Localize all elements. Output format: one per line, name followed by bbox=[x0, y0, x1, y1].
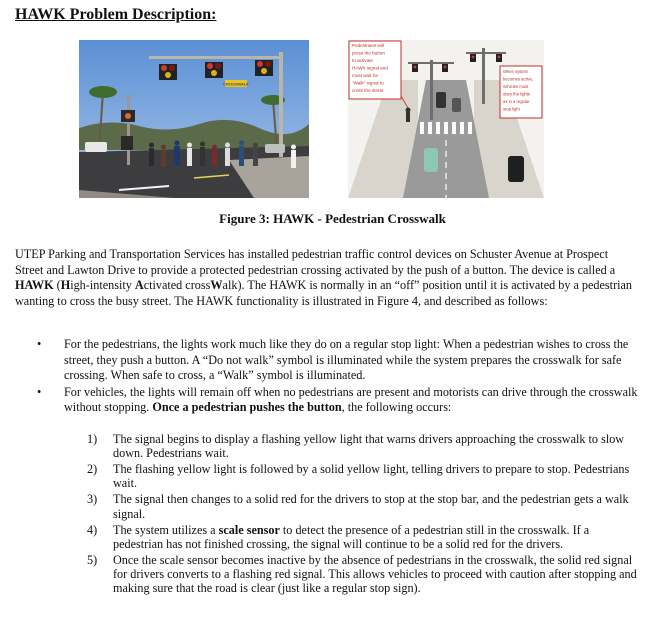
svg-text:obey the lights: obey the lights bbox=[503, 91, 531, 97]
steps-list bbox=[87, 432, 642, 597]
list-item: 5) Once the scale sensor becomes inactive by the absence of pedestrians in the crosswalk, the solid red signal for drivers converts to a flashing red signal. This allows vehicles to proceed with caution after stopping and making sure that the road is clear (just like a regular stop sign). bbox=[87, 552, 637, 596]
svg-text:cross the street.: cross the street. bbox=[352, 88, 385, 93]
list-item: 1) The signal begins to display a flashing yellow light that warns drivers approaching the crosswalk to slow down. Pedestrians wait. bbox=[87, 432, 625, 461]
svg-text:becomes active,: becomes active, bbox=[503, 76, 534, 82]
bullet-item-vehicles: • For vehicles, the lights will remain off when no pedestrians are present and motorists can drive through the crosswalk without stopping. Once a pedestrian pushes the button, the following occurs: bbox=[37, 384, 638, 415]
hawk-street-photo bbox=[79, 40, 309, 198]
crosswalk-sign-text: CROSSWALK bbox=[223, 81, 249, 87]
bullet-list bbox=[37, 337, 642, 417]
list-item: 4) The system utilizes a scale sensor to detect the presence of a pedestrian still in the crosswalk. If a pedestrian has not finished crossing, the signal will continue to be a solid red for the drivers. bbox=[87, 522, 590, 551]
bullet-item-pedestrians: • For the pedestrians, the lights work much like they do on a regular stop light: When a pedestrian wishes to cross the street, they push a button. A “Do not walk” symbol is illuminated while the system prepares the crosswalk for safe crossing. When safe to cross, a “Walk” symbol is illuminated. bbox=[37, 337, 629, 383]
section-heading: HAWK Problem Description: bbox=[15, 6, 217, 23]
svg-text:stop light: stop light bbox=[503, 106, 520, 112]
intro-paragraph: UTEP Parking and Transportation Services has installed pedestrian traffic control devices on Schuster Avenue at Prospect Street and Lawton Drive to provide a protected pedestrian crossing activated by the push of a button. The device is called a HAWK (High-intensity Activated crossWalk). The HAWK is normally in an “off” position until it is activated by a pedestrian wanting to cross the busy street. The HAWK functionality is illustrated in Figure 4, and described as follows: bbox=[15, 247, 633, 308]
svg-text:as in a regular: as in a regular bbox=[503, 99, 530, 104]
bullet-marker: • bbox=[37, 337, 42, 351]
svg-text:must wait for: must wait for bbox=[352, 73, 379, 78]
svg-text:"Walk" signal to: "Walk" signal to bbox=[352, 80, 384, 86]
svg-text:Pedestrians will: Pedestrians will bbox=[352, 43, 384, 48]
svg-text:When system: When system bbox=[503, 69, 529, 74]
hawk-diagram-illustration bbox=[348, 40, 544, 198]
svg-text:vehicles must: vehicles must bbox=[503, 84, 529, 89]
list-item: 3) The signal then changes to a solid red for the drivers to stop at the stop bar, and the pedestrian gets a walk signal. bbox=[87, 492, 629, 521]
bullet-marker: • bbox=[37, 384, 42, 399]
svg-text:HAWK signal and: HAWK signal and bbox=[352, 65, 388, 71]
figure-caption: Figure 3: HAWK - Pedestrian Crosswalk bbox=[219, 211, 446, 226]
list-item: 2) The flashing yellow light is followed by a solid yellow light, telling drivers to prepare to stop. Pedestrians wait. bbox=[87, 462, 630, 491]
svg-text:to activate: to activate bbox=[352, 58, 373, 63]
svg-text:press the button: press the button bbox=[352, 50, 385, 56]
